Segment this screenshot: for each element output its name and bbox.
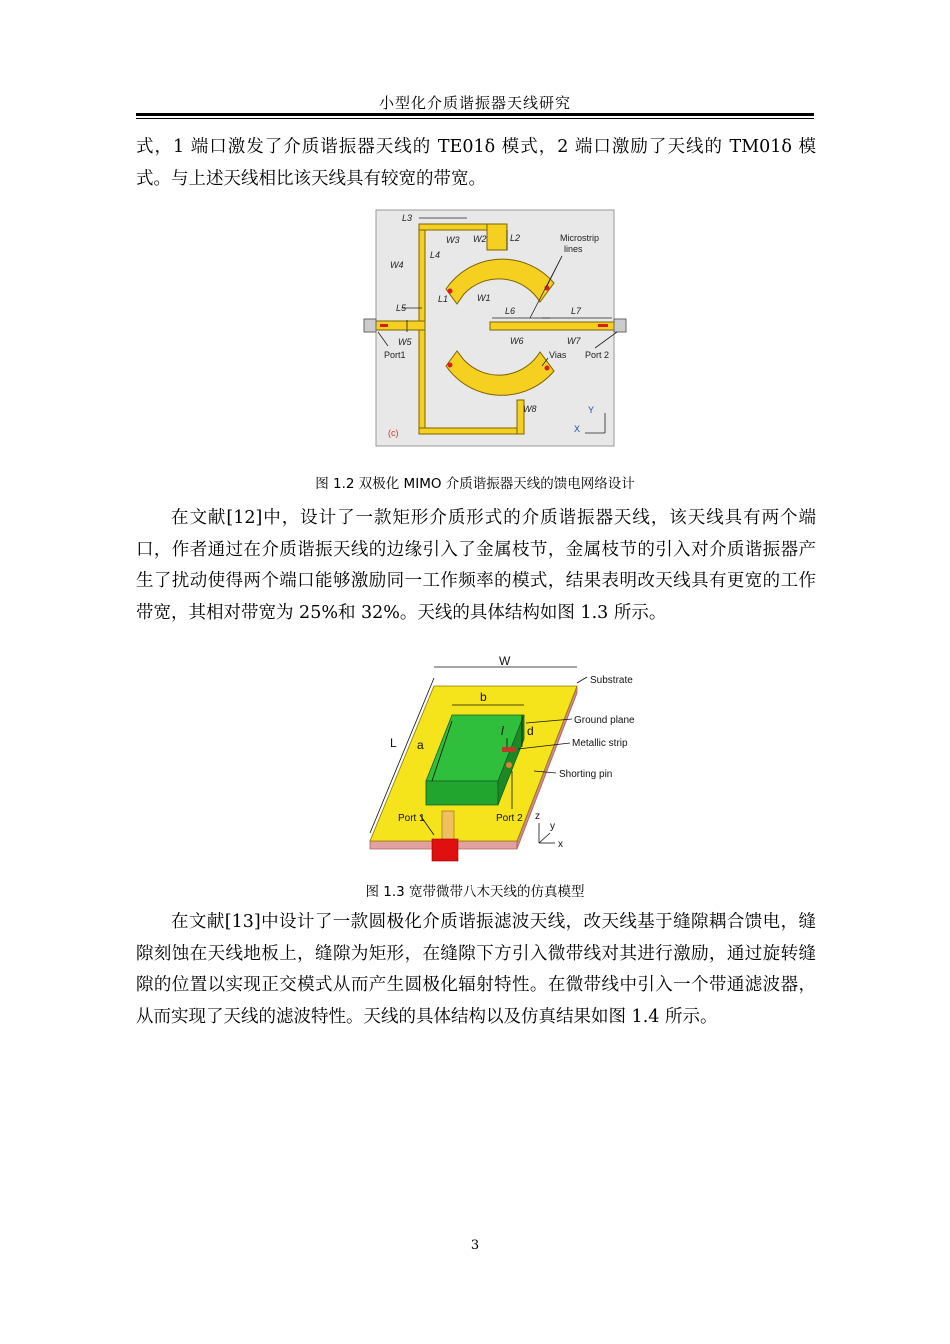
label-port1: Port 1 (398, 813, 425, 824)
label-shorting-pin: Shorting pin (559, 769, 613, 780)
label-axis-x: x (558, 839, 563, 850)
via (448, 289, 453, 294)
label-l: l (501, 724, 504, 738)
label-panel: (c) (388, 428, 399, 438)
port-1-block (432, 839, 458, 861)
metallic-strip (502, 747, 516, 752)
figure-1-3-caption: 图 1.3 宽带微带八木天线的仿真模型 (365, 884, 585, 900)
label-W: W (499, 654, 511, 668)
label-W6: W6 (510, 336, 524, 346)
label-L6: L6 (505, 306, 516, 316)
shorting-pin (506, 762, 512, 768)
label-L2: L2 (510, 233, 521, 243)
figure-1-2-feed-network (362, 208, 628, 448)
label-L4: L4 (430, 250, 441, 260)
feed-bottom-line (419, 428, 524, 434)
via (545, 366, 550, 371)
label-lines: lines (564, 244, 583, 254)
label-W1: W1 (477, 293, 491, 303)
label-W7: W7 (567, 336, 581, 346)
label-axis-y: Y (588, 405, 595, 415)
label-d: d (527, 724, 534, 738)
via (448, 363, 453, 368)
label-L3: L3 (402, 213, 413, 223)
figure-1-3-simulation-model (362, 653, 638, 865)
label-substrate: Substrate (590, 675, 633, 686)
dielectric-resonator-front (426, 781, 498, 805)
label-W5: W5 (398, 337, 412, 347)
label-vias: Vias (549, 350, 567, 360)
paragraph-1: 式，1 端口激发了介质谐振器天线的 TE01δ 模式，2 端口激励了天线的 TM01δ 模式。与上述天线相比该天线具有较宽的带宽。 (136, 137, 816, 189)
port1-connector (364, 319, 376, 332)
label-axis-z: z (535, 811, 540, 822)
paragraph-3: 在文献[13]中设计了一款圆极化介质谐振滤波天线，改天线基于缝隙耦合馈电，缝隙刻蚀在天线地板上，缝隙为矩形，在缝隙下方引入微带线对其进行激励，通过旋转缝隙的位置以实现正交模式从而产生圆极化辐射特性。在微带线中引入一个带通滤波器，从而实现了天线的滤波特性。天线的具体结构以及仿真结果如图 1.4 所示。 (136, 912, 816, 1027)
label-L: L (390, 736, 397, 750)
port1-pad (380, 324, 388, 327)
header-rule-thin (136, 118, 814, 119)
ground-plane-strip (442, 811, 454, 841)
label-axis-y: y (550, 821, 555, 832)
label-axis-x: X (574, 424, 581, 434)
label-metallic-strip: Metallic strip (572, 738, 628, 749)
label-W3: W3 (446, 235, 460, 245)
label-port2: Port 2 (496, 813, 523, 824)
feed-top-stub (487, 224, 507, 250)
label-W2: W2 (473, 234, 487, 244)
running-header: 小型化介质谐振器天线研究 (378, 94, 571, 112)
header-rule-thick (136, 113, 814, 116)
label-ground-plane: Ground plane (574, 715, 635, 726)
label-L7: L7 (571, 306, 582, 316)
label-L1: L1 (438, 294, 449, 304)
label-port2: Port 2 (585, 350, 610, 360)
label-a: a (417, 738, 424, 752)
label-W8: W8 (523, 404, 537, 414)
label-L5: L5 (396, 303, 407, 313)
label-W4: W4 (390, 260, 404, 270)
figure-1-2-caption: 图 1.2 双极化 MIMO 介质谐振器天线的馈电网络设计 (315, 476, 635, 492)
port2-feed-line (490, 322, 614, 330)
paragraph-2: 在文献[12]中，设计了一款矩形介质形式的介质谐振器天线，该天线具有两个端口，作者通过在介质谐振天线的边缘引入了金属枝节，金属枝节的引入对介质谐振器产生了扰动使得两个端口能够激励同一工作频率的模式，结果表明改天线具有更宽的工作带宽，其相对带宽为 25%和 32%。天线的具体结构如图 1.3 所示。 (136, 508, 816, 623)
label-port1: Port1 (384, 350, 406, 360)
label-b: b (480, 690, 487, 704)
page-number: 3 (470, 1238, 480, 1253)
port2-connector (614, 319, 626, 332)
label-microstrip: Microstrip (560, 233, 600, 243)
port2-pad (598, 324, 608, 327)
